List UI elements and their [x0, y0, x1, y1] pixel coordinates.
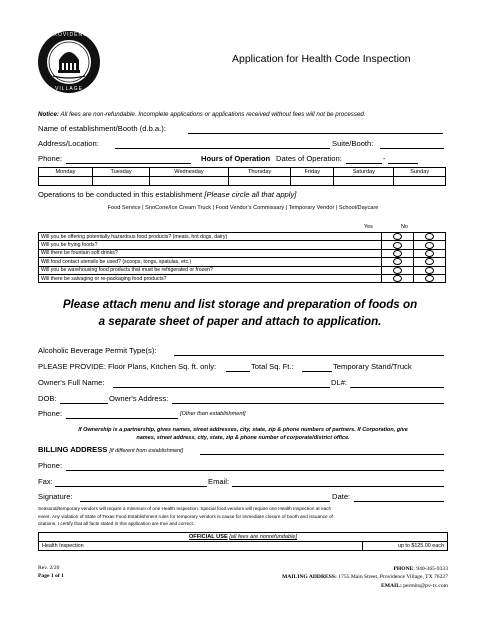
official-item: Health Inspection	[39, 542, 363, 551]
yes-circle-icon[interactable]	[393, 250, 402, 257]
no-circle-icon[interactable]	[425, 233, 434, 240]
address-label: Address/Location:	[38, 139, 99, 148]
email-field[interactable]	[232, 486, 444, 487]
question-text: Will you be frying foods?	[39, 241, 382, 249]
dates-separator: -	[383, 154, 386, 163]
question-row	[39, 233, 446, 241]
hours-cell[interactable]	[334, 177, 394, 186]
footer-page: Page 1 of 1	[38, 573, 64, 579]
official-fee: up to $125.00 each	[363, 542, 448, 551]
no-cell[interactable]	[414, 249, 446, 257]
operations-options[interactable]: Food Service | SnoCone/Ice Cream Truck | Food Vendor's Commissary | Temporary Vendor | School/Daycare	[107, 205, 379, 211]
ownership-note-line2: names, street address, city, state, zip & phone number of corporate/district office.	[136, 435, 350, 441]
no-cell[interactable]	[414, 241, 446, 249]
name-field[interactable]	[188, 133, 443, 134]
page-title: Application for Health Code Inspection	[232, 53, 411, 65]
days-table	[38, 167, 446, 186]
yes-header: Yes	[364, 224, 373, 230]
owner-name-label: Owner's Full Name:	[38, 378, 105, 387]
dob-label: DOB:	[38, 394, 57, 403]
alcohol-label: Alcoholic Beverage Permit Type(s):	[38, 346, 157, 355]
question-text: Will food contact utensils be used? (scoops, tongs, spatulas, etc.)	[39, 258, 382, 266]
day-monday: Monday	[39, 168, 93, 177]
question-row	[39, 241, 446, 249]
owner-phone-label: Phone:	[38, 409, 63, 418]
footer-phone-value: : 940-365-9333	[413, 566, 448, 572]
notice	[38, 110, 448, 119]
no-circle-icon[interactable]	[425, 250, 434, 257]
hours-cell[interactable]	[39, 177, 93, 186]
day-friday: Friday	[291, 168, 334, 177]
dob-field[interactable]	[60, 403, 108, 404]
operations-heading	[38, 191, 296, 199]
official-use-row	[39, 542, 448, 551]
day-saturday: Saturday	[334, 168, 394, 177]
ownership-note	[38, 426, 448, 442]
owner-address-field[interactable]	[172, 403, 444, 404]
email-label: Email:	[208, 477, 230, 486]
name-label: Name of establishment/Booth (d.b.a.):	[38, 124, 166, 133]
no-header: No	[401, 224, 408, 230]
owner-name-field[interactable]	[113, 387, 330, 388]
total-sqft-field[interactable]	[302, 371, 332, 372]
temp-stand-label: Temporary Stand/Truck	[333, 362, 412, 371]
no-circle-icon[interactable]	[425, 267, 434, 274]
disclaimer-line2: event. Any violation of State of Texas Food Establishment rules for temporary vendors is cause for immediate closure of booth and issuance of	[38, 513, 333, 519]
signature-label: Signature:	[38, 492, 73, 501]
no-circle-icon[interactable]	[425, 258, 434, 265]
question-row	[39, 249, 446, 257]
footer-rev: Rev. 2/20	[38, 565, 60, 571]
attach-note-line2: a separate sheet of paper and attach to application.	[98, 315, 382, 328]
no-cell[interactable]	[414, 233, 446, 241]
footer-mail-label: MAILING ADDRESS:	[281, 574, 337, 581]
no-cell[interactable]	[414, 258, 446, 266]
ownership-note-line1: If Ownership is a partnership, gives names, street addresses, city, state, zip & phone numbers of partners. If Corporation, give	[78, 427, 408, 433]
alcohol-field[interactable]	[174, 355, 444, 356]
footer-contact	[200, 565, 448, 590]
yes-circle-icon[interactable]	[393, 233, 402, 240]
kitchen-sqft-field[interactable]	[226, 371, 250, 372]
owner-phone-note: [Other than establishment]	[180, 411, 246, 417]
fax-field[interactable]	[55, 486, 207, 487]
hours-label: Hours of Operation	[201, 154, 271, 163]
provide-label: PLEASE PROVIDE: Floor Plans, Kitchen Sq. ft. only:	[38, 362, 217, 371]
question-text: Will you be warehousing food products that must be refrigerated or frozen?	[39, 266, 382, 274]
yes-circle-icon[interactable]	[393, 258, 402, 265]
footer-mail	[200, 573, 448, 581]
hours-cell[interactable]	[150, 177, 229, 186]
days-header-row	[39, 168, 446, 177]
day-sunday: Sunday	[394, 168, 446, 177]
footer-email-value[interactable]: permits@pv-tx.com	[401, 582, 448, 589]
fax-label: Fax:	[38, 477, 53, 486]
dates-label: Dates of Operation:	[276, 154, 342, 163]
yes-cell[interactable]	[382, 241, 414, 249]
disclaimer	[38, 505, 450, 528]
hours-cell[interactable]	[291, 177, 334, 186]
official-use-table	[38, 541, 448, 551]
suite-field[interactable]	[380, 148, 444, 149]
billing-heading-note: [if different from establishment]	[109, 448, 184, 454]
owner-phone-field[interactable]	[66, 418, 178, 419]
suite-label: Suite/Booth:	[332, 139, 374, 148]
hours-cell[interactable]	[394, 177, 446, 186]
operations-heading-text: Operations to be conducted in this establishment	[38, 190, 203, 199]
date-label: Date:	[332, 492, 351, 501]
yes-cell[interactable]	[382, 249, 414, 257]
question-row	[39, 274, 446, 282]
operations-heading-note: [Please circle all that apply]	[204, 190, 297, 199]
dates-end-field[interactable]	[388, 163, 418, 164]
yes-cell[interactable]	[382, 266, 414, 274]
days-hours-row	[39, 177, 446, 186]
no-circle-icon[interactable]	[425, 242, 434, 249]
yes-circle-icon[interactable]	[393, 267, 402, 274]
signature-field[interactable]	[80, 501, 330, 502]
attach-note	[20, 296, 460, 330]
notice-label: Notice:	[38, 111, 59, 118]
yes-cell[interactable]	[382, 274, 414, 282]
phone-label: Phone:	[38, 154, 63, 163]
footer-mail-value: 1755 Main Street, Providence Village, TX 76227	[336, 574, 448, 581]
footer-email	[200, 582, 448, 590]
hours-cell[interactable]	[92, 177, 149, 186]
yes-cell[interactable]	[382, 258, 414, 266]
footer-phone	[200, 565, 448, 573]
footer-email-label: EMAIL:	[381, 582, 402, 589]
no-circle-icon[interactable]	[425, 275, 434, 282]
owner-address-label: Owner's Address:	[109, 394, 169, 403]
yes-circle-icon[interactable]	[393, 242, 402, 249]
questions-table	[38, 232, 446, 283]
official-use-heading: OFFICIAL USE	[188, 534, 228, 540]
billing-heading-text: BILLING ADDRESS	[38, 445, 108, 454]
providence-village-logo	[37, 30, 101, 94]
yes-circle-icon[interactable]	[393, 275, 402, 282]
day-wednesday: Wednesday	[150, 168, 229, 177]
billing-address-field[interactable]	[200, 454, 444, 455]
address-field[interactable]	[115, 148, 330, 149]
no-cell[interactable]	[414, 266, 446, 274]
billing-phone-field[interactable]	[66, 470, 444, 471]
dl-label: DL#:	[331, 378, 348, 387]
question-row	[39, 266, 446, 274]
question-text: Will there be salvaging or re-packaging food products?	[39, 274, 382, 282]
attach-note-line1: Please attach menu and list storage and preparation of foods on	[62, 298, 418, 311]
logo-bottom-text: VILLAGE	[55, 86, 83, 92]
official-use-note: [all fees are nonrefundable]	[229, 534, 298, 540]
logo-top-text: PROVIDENCE	[49, 32, 93, 38]
dates-start-field[interactable]	[346, 163, 382, 164]
total-sqft-label: Total Sq. Ft.:	[251, 362, 294, 371]
phone-field[interactable]	[66, 163, 191, 164]
hours-cell[interactable]	[228, 177, 291, 186]
billing-heading	[38, 446, 183, 454]
date-field[interactable]	[354, 501, 444, 502]
no-cell[interactable]	[414, 274, 446, 282]
yes-cell[interactable]	[382, 233, 414, 241]
day-tuesday: Tuesday	[92, 168, 149, 177]
billing-phone-label: Phone:	[38, 461, 63, 470]
question-row	[39, 258, 446, 266]
day-thursday: Thursday	[228, 168, 291, 177]
footer-phone-label: PHONE	[393, 566, 414, 572]
dl-field[interactable]	[350, 387, 444, 388]
disclaimer-line3: citations. I certify that all facts stated in this application are true and correct.	[38, 521, 195, 526]
notice-text: All fees are non-refundable. Incomplete applications or applications received without fees will not be processed.	[60, 111, 366, 118]
question-text: Will there be fountain soft drinks?	[39, 249, 382, 257]
disclaimer-line1: Seasonal/temporary vendors will require a minimum of one Health Inspection. Special food vendors will require one Health Inspection at each	[38, 506, 332, 511]
question-text: Will you be offering potentially hazardous food products? (meats, hot dogs, dairy)	[39, 233, 382, 241]
